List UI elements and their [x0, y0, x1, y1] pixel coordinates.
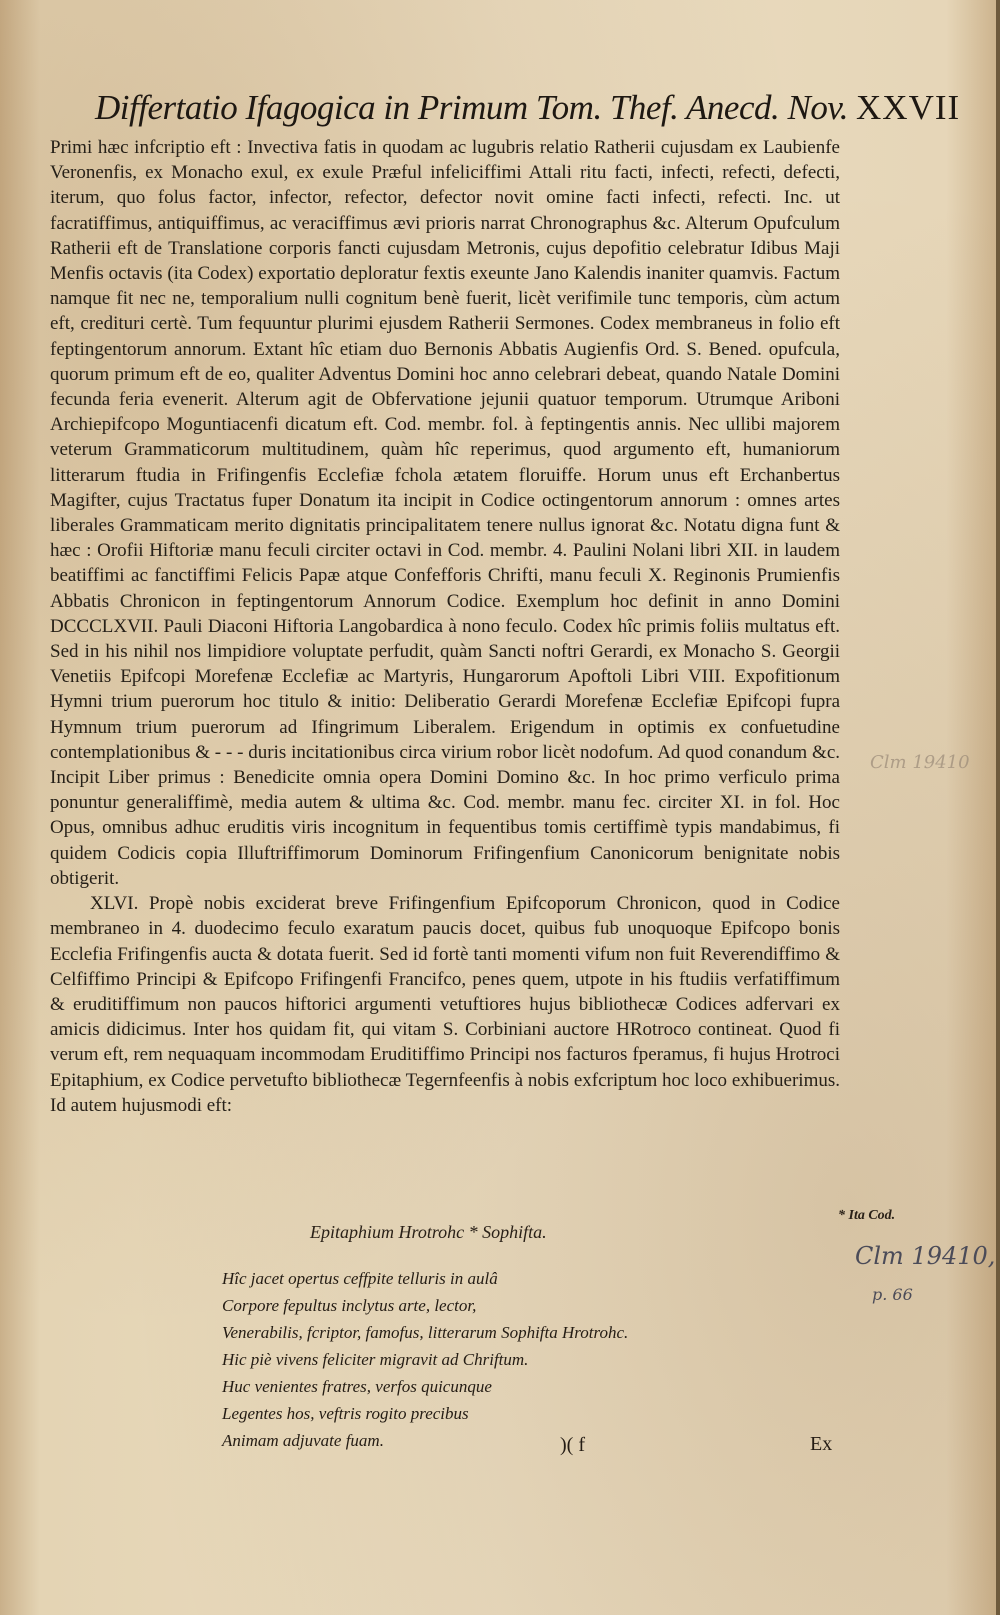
- header-title: Differtatio Ifagogica in Primum Tom. Thef. Anecd. Nov.: [95, 88, 849, 127]
- epitaph-poem: [222, 1265, 762, 1454]
- handwritten-shelfmark: Clm 19410,: [855, 1242, 996, 1270]
- poem-line: Huc venientes fratres, verfos quicunque: [222, 1377, 492, 1396]
- paragraph: XLVI. Propè nobis exciderat breve Frifingenfium Epifcoporum Chronicon, quod in Codice membraneo in 4. duodecimo feculo exaratum paucis docet, quibus fub unoquoque Epifcopo bonis Ecclefia Frifingenfis aucta & dotata fuerit. Sed id fortè tanti momenti vifum non fuit Reverendiffimo & Celfiffimo Principi & Epifcopo Frifingenfi Francifco, penes quem, utpote in his ftudiis verfatiffimum & eruditiffimum non paucos hiftorici argumenti vetuftiores hujus bibliothecæ Codices adfervari ex amicis didicimus. Inter hos quidam fit, qui vitam S. Corbiniani auctore HRotroco contineat. Quod fi verum eft, rem nequaquam incommodam Eruditiffimo Principi nos facturos fperamus, fi hujus Hrotroci Epitaphium, ex Codice pervetufto bibliothecæ Tegernfeenfis à nobis exfcriptum hoc loco exhibuerimus. Id autem hujusmodi eft:: [50, 893, 840, 1116]
- poem-line: Hîc jacet opertus ceffpite telluris in aulâ: [222, 1269, 498, 1288]
- body-text: [50, 135, 840, 1118]
- paragraph: Primi hæc infcriptio eft : Invectiva fatis in quodam ac lugubris relatio Ratherii cujusdam ex Laubienfe Veronenfis, ex Monacho exul, ex exule Præful infeliciffimi Attali ritu facti, infecti, refecti, defecti, iterum, quo folus factor, infector, refector, defector novit omine facti infecti, refecti. Inc. ut facratiffimus, antiquiffimus, ac veraciffimus ævi prioris narrat Chronographus &c. Alterum Opufculum Ratherii eft de Translatione corporis fancti cujusdam Metronis, cujus depofitio celebratur Idibus Maji Menfis octavis (ita Codex) exportatio deploratur fextis exeunte Jano Kalendis inaniter quamvis. Factum namque fit nec ne, temporalium nulli cognitum benè fuerit, licèt verifimile tunc temporis, cùm actum eft, credituri certè. Tum fequuntur plurimi ejusdem Ratherii Sermones. Codex membraneus in folio eft feptingentorum annorum. Extant hîc etiam duo Bernonis Abbatis Augienfis Ord. S. Bened. opufcula, quorum primum eft de eo, qualiter Adventus Domini hoc anno celebrari debeat, quando Natale Domini fecunda feria evenerit. Alterum agit de Obfervatione jejunii quatuor temporum. Utrumque Ariboni Archiepifcopo Moguntiacenfi dicatum eft. Cod. membr. fol. à feptingentis annis. Nec ullibi majorem veterum Grammaticorum multitudinem, quàm hîc reperimus, quod argumento eft, humaniorum litterarum ftudia in Frifingenfis Ecclefiæ fchola ætatem floruiffe. Horum unus eft Erchanbertus Magifter, cujus Tractatus fuper Donatum ita incipit in Codice octingentorum annorum : omnes artes liberales Grammaticam merito dignitatis principalitatem tenere nullus ignorat &c. Notatu digna funt & hæc : Orofii Hiftoriæ manu feculi circiter octavi in Cod. membr. 4. Paulini Nolani libri XII. in laudem beatiffimi ac fanctiffimi Felicis Papæ atque Confefforis Chrifti, manu feculi X. Reginonis Prumienfis Abbatis Chronicon in feptingentorum Annorum Codice. Exemplum hoc definit in anno Domini DCCCLXVII. Pauli Diaconi Hiftoria Langobardica à nono feculo. Codex hîc primis foliis multatus eft. Sed in his nihil nos limpidiore voluptate perfudit, quàm Sancti noftri Gerardi, ex Monacho S. Georgii Venetiis Epifcopi Morefenæ Ecclefiæ ac Martyris, Hungarorum Apoftoli Libri VIII. Expofitionum Hymni trium puerorum hoc titulo & initio: Deliberatio Gerardi Morefenæ Ecclefiæ Epifcopi fupra Hymnum trium puerorum ad Ifingrimum Liberalem. Erigendum in optimis ex confuetudine contemplationibus & - - - duris incitationibus circa virium robor licèt nodofum. Ad quod conandum &c. Incipit Liber primus : Benedicite omnia opera Domini Domino &c. In hoc primo verficulo prima ponuntur generaliffimè, media autem & ultima &c. Cod. membr. manu fec. circiter XI. in fol. Hoc Opus, omnibus adhuc eruditis viris incognitum in fequentibus tomis certiffimè typis mandabimus, fi quidem Codicis copia Illuftriffimorum Dominorum Frifingenfium Canonicorum benignitate nobis obtigerit.: [50, 137, 840, 889]
- page-number: XXVII: [856, 88, 961, 127]
- poem-line: Animam adjuvate fuam.: [222, 1431, 384, 1450]
- poem-line: Venerabilis, fcriptor, famofus, litterarum Sophifta Hrotrohc.: [222, 1323, 629, 1342]
- running-header: [95, 88, 961, 128]
- signature-mark: )( f: [560, 1434, 585, 1456]
- margin-footnote: * Ita Cod.: [838, 1208, 896, 1223]
- poem-line: Legentes hos, veftris rogito precibus: [222, 1404, 469, 1423]
- handwritten-page-ref: p. 66: [872, 1285, 913, 1304]
- epitaph-title: Epitaphium Hrotrohc * Sophifta.: [310, 1222, 547, 1242]
- catchword: Ex: [810, 1433, 833, 1455]
- poem-line: Hic piè vivens feliciter migravit ad Chriftum.: [222, 1350, 529, 1369]
- poem-line: Corpore fepultus inclytus arte, lector,: [222, 1296, 477, 1315]
- faint-margin-note: Clm 19410: [870, 752, 970, 773]
